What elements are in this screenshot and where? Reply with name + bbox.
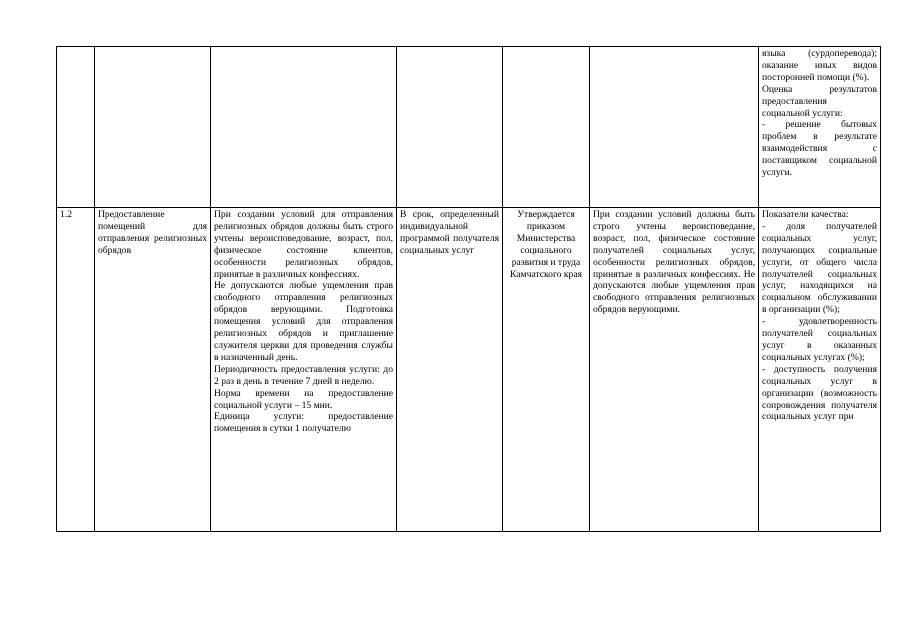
cell-quality [759, 208, 881, 532]
cell-conditions: При создании условий должны быть строго учтены вероисповедание, возраст, пол, физическое состояние получателей социальных услуг, особенности религиозных обрядов, принятые в различных конфессиях. Не допускаются любые ущемления прав свободного отправления религиозных обрядов верующими. [590, 208, 759, 532]
quality-paragraph: языка (сурдоперевода); оказание иных видов посторонней помощи (%). [762, 48, 877, 83]
cell-tariff: Утверждается приказом Министерства социального развития и труда Камчатского края [503, 208, 590, 532]
quality-paragraph: - доступность получения социальных услуг в организации (возможность сопровождения получателя социальных услуг при [762, 363, 877, 423]
description-paragraph: Не допускаются любые ущемления прав свободного отправления религиозных обрядов верующими. Подготовка помещения условий для отправления религиозных обрядов и приглашение служителя церкви для проведения службы в назначенный день. [214, 280, 393, 363]
description-paragraph: При создании условий для отправления религиозных обрядов должны быть строго учтены вероисповедование, возраст, пол, физическое состояние клиентов, особенности религиозных обрядов, принятые в различных конфессиях. [214, 209, 393, 280]
description-paragraph: Периодичность предоставления услуги: до 2 раз в день в течение 7 дней в неделю. [214, 363, 393, 387]
cell-description [211, 47, 397, 208]
cell-description [211, 208, 397, 532]
cell-number [57, 47, 95, 208]
table-row [57, 47, 881, 208]
table-row [57, 208, 881, 532]
quality-paragraph: Оценка результатов предоставления социальной услуги: [762, 83, 877, 119]
cell-quality [759, 47, 881, 208]
quality-paragraph: Показатели качества: [762, 209, 849, 220]
cell-number: 1.2 [57, 208, 95, 532]
cell-service-name: Предоставление помещений для отправления религиозных обрядов [95, 208, 211, 532]
cell-service-name [95, 47, 211, 208]
cell-term [397, 47, 503, 208]
description-paragraph: Единица услуги: предоставление помещения в сутки 1 получателю [214, 411, 393, 435]
cell-conditions [590, 47, 759, 208]
cell-tariff [503, 47, 590, 208]
description-paragraph: Норма времени на предоставление социальной услуги – 15 мин. [214, 387, 393, 411]
quality-paragraph: - доля получателей социальных услуг, получающих социальные услуги, от общего числа получателей социальных услуг, находящихся на социальном обслуживании в организации (%); [762, 220, 877, 316]
quality-paragraph: - удовлетворенность получателей социальных услуг в оказанных социальных услугах (%); [762, 316, 877, 363]
services-table [56, 46, 881, 532]
cell-term: В срок, определенный индивидуальной программой получателя социальных услуг [397, 208, 503, 532]
quality-paragraph: - решение бытовых проблем в результате взаимодействия с поставщиком социальной услуги. [762, 119, 877, 179]
